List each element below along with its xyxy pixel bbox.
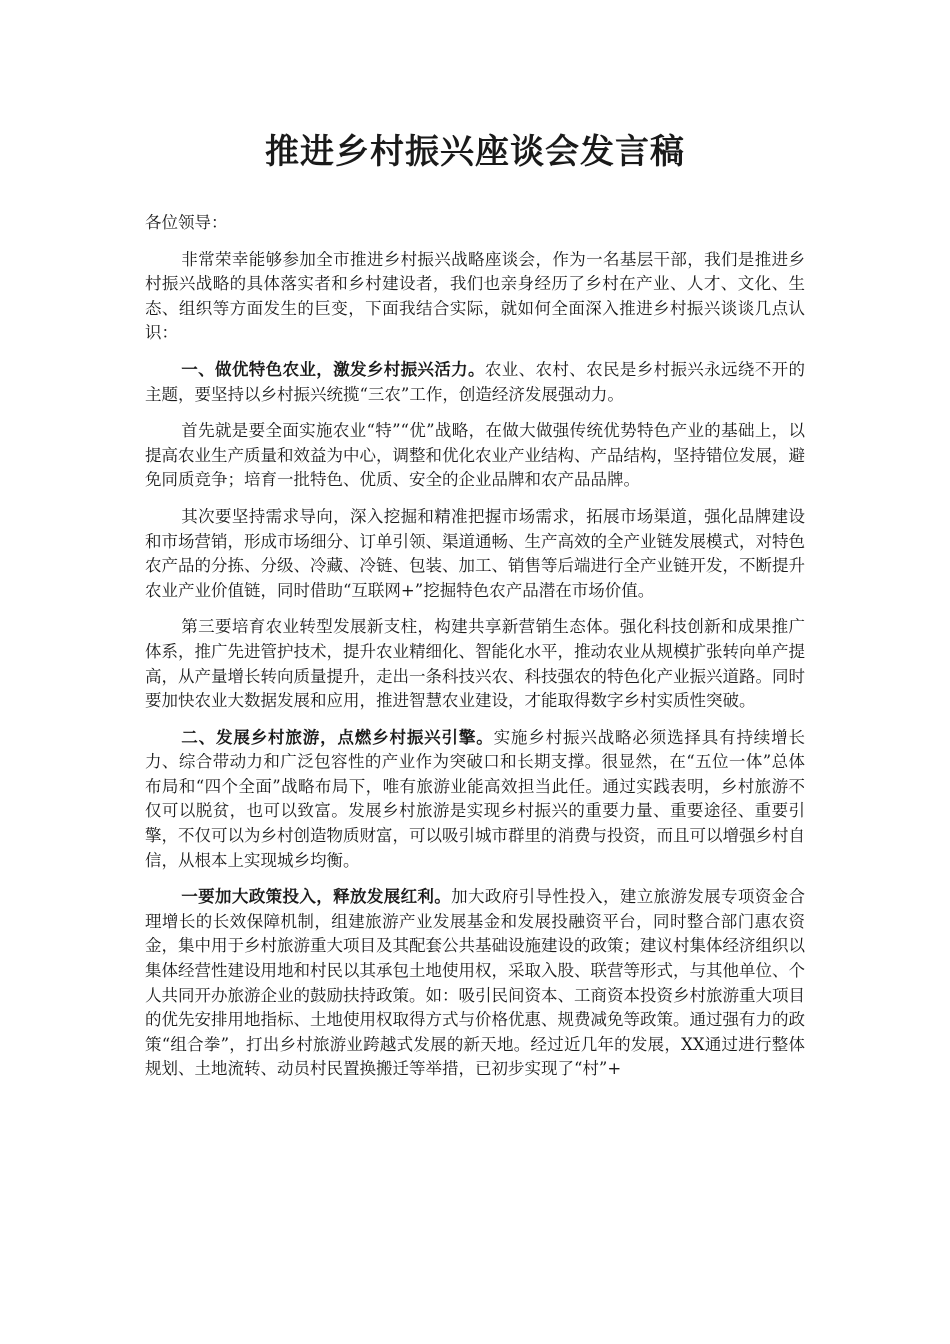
paragraph-text: 加大政府引导性投入，建立旅游发展专项资金合理增长的长效保障机制，组建旅游产业发展基金和发展投融资平台，同时整合部门惠农资金，集中用于乡村旅游重大项目及其配套公共基础设施建设的政策；建议村集体经济组织以集体经营性建设用地和村民以其承包土地使用权，采取入股、联营等形式，与其他单位、个人共同开办旅游企业的鼓励扶持政策。如：吸引民间资本、工商资本投资乡村旅游重大项目的优先安排用地指标、土地使用权取得方式与价格优惠、规费减免等政策。通过强有力的政策“组合拳”，打出乡村旅游业跨越式发展的新天地。经过近几年的发展，XX通过进行整体规划、土地流转、动员村民置换搬迁等举措，已初步实现了“村”+ bbox=[145, 887, 806, 1079]
paragraph bbox=[145, 885, 805, 1082]
paragraph bbox=[145, 358, 805, 407]
paragraph bbox=[145, 505, 805, 603]
document-body bbox=[145, 211, 805, 1094]
paragraph-text: 实施乡村振兴战略必须选择具有持续增长力、综合带动力和广泛包容性的产业作为突破口和长期支撑。很显然，在“五位一体”总体布局和“四个全面”战略布局下，唯有旅游业能高效担当此任。通过实践表明，乡村旅游不仅可以脱贫，也可以致富。发展乡村旅游是实现乡村振兴的重要力量、重要途径、重要引擎，不仅可以为乡村创造物质财富，可以吸引城市群里的消费与投资，而且可以增强乡村自信，从根本上实现城乡均衡。 bbox=[145, 727, 806, 870]
paragraph-text: 农业、农村、农民是乡村振兴永远绕不开的主题，要坚持以乡村振兴统揽“三农”工作，创造经济发展强动力。 bbox=[145, 359, 806, 404]
paragraph-text: 首先就是要全面实施农业“特”“优”战略，在做大做强传统优势特色产业的基础上，以提高农业生产质量和效益为中心，调整和优化农业产业结构、产品结构，坚持错位发展，避免同质竞争；培育一批特色、优质、安全的企业品牌和农产品品牌。 bbox=[145, 421, 805, 490]
paragraph bbox=[145, 615, 805, 713]
paragraph-text: 非常荣幸能够参加全市推进乡村振兴战略座谈会，作为一名基层干部，我们是推进乡村振兴战略的具体落实者和乡村建设者，我们也亲身经历了乡村在产业、人才、文化、生态、组织等方面发生的巨变，下面我结合实际，就如何全面深入推进乡村振兴谈谈几点认识： bbox=[145, 249, 805, 343]
salutation: 各位领导： bbox=[145, 213, 228, 232]
paragraph bbox=[145, 726, 805, 874]
paragraph-text: 其次要坚持需求导向，深入挖掘和精准把握市场需求，拓展市场渠道，强化品牌建设和市场营销，形成市场细分、订单引领、渠道通畅、生产高效的全产业链发展模式，对特色农产品的分拣、分级、冷藏、冷链、包装、加工、销售等后端进行全产业链开发，不断提升农业产业价值链，同时借助“互联网+”挖掘特色农产品潜在市场价值。 bbox=[145, 506, 805, 600]
paragraph-heading: 一要加大政策投入，释放发展红利。 bbox=[181, 887, 452, 907]
paragraph bbox=[145, 419, 805, 493]
paragraph-heading: 二、发展乡村旅游，点燃乡村振兴引擎。 bbox=[181, 727, 494, 747]
paragraph-text: 第三要培育农业转型发展新支柱，构建共享新营销生态体。强化科技创新和成果推广体系，推广先进管护技术，提升农业精细化、智能化水平，推动农业从规模扩张转向单产提高，从产量增长转向质量提升，走出一条科技兴农、科技强农的特色化产业振兴道路。同时要加快农业大数据发展和应用，推进智慧农业建设，才能取得数字乡村实质性突破。 bbox=[145, 617, 805, 711]
paragraph-heading: 一、做优特色农业，激发乡村振兴活力。 bbox=[181, 359, 485, 379]
paragraph bbox=[145, 248, 805, 346]
document-title: 推进乡村振兴座谈会发言稿 bbox=[265, 132, 685, 172]
